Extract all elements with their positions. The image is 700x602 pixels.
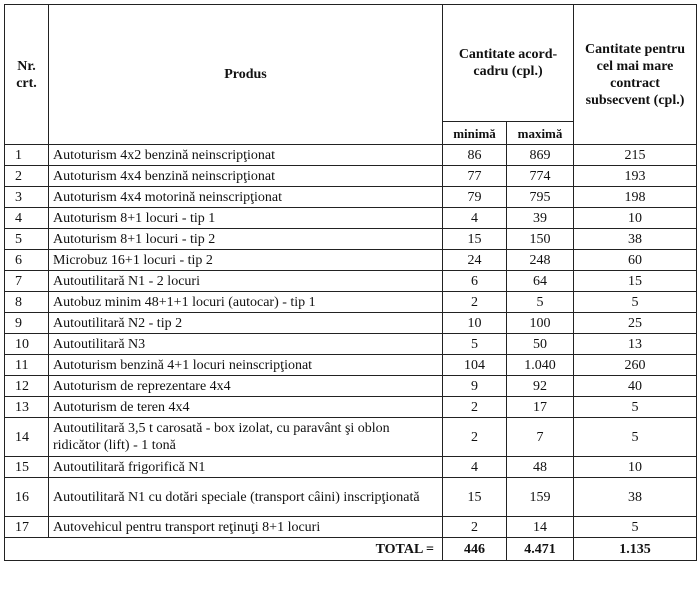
row-subsequent-qty: 38 bbox=[574, 478, 697, 517]
row-subsequent-qty: 193 bbox=[574, 166, 697, 187]
row-product: Autoturism 8+1 locuri - tip 1 bbox=[49, 208, 443, 229]
table-row bbox=[5, 229, 697, 250]
header-row bbox=[5, 5, 697, 122]
total-label: TOTAL = bbox=[5, 538, 443, 561]
row-max-qty: 14 bbox=[507, 517, 574, 538]
row-subsequent-qty: 5 bbox=[574, 397, 697, 418]
row-min-qty: 6 bbox=[443, 271, 507, 292]
table-row bbox=[5, 250, 697, 271]
row-subsequent-qty: 25 bbox=[574, 313, 697, 334]
row-max-qty: 92 bbox=[507, 376, 574, 397]
row-product: Autoturism benzină 4+1 locuri neinscripţionat bbox=[49, 355, 443, 376]
row-product: Autoturism 8+1 locuri - tip 2 bbox=[49, 229, 443, 250]
row-number: 5 bbox=[5, 229, 49, 250]
row-subsequent-qty: 215 bbox=[574, 145, 697, 166]
row-product: Autoturism 4x4 benzină neinscripţionat bbox=[49, 166, 443, 187]
row-max-qty: 248 bbox=[507, 250, 574, 271]
row-subsequent-qty: 5 bbox=[574, 418, 697, 457]
row-max-qty: 795 bbox=[507, 187, 574, 208]
row-product: Autoutilitară N1 - 2 locuri bbox=[49, 271, 443, 292]
row-number: 7 bbox=[5, 271, 49, 292]
row-min-qty: 86 bbox=[443, 145, 507, 166]
row-max-qty: 774 bbox=[507, 166, 574, 187]
row-number: 10 bbox=[5, 334, 49, 355]
row-product: Autoturism 4x2 benzină neinscripţionat bbox=[49, 145, 443, 166]
row-subsequent-qty: 60 bbox=[574, 250, 697, 271]
row-number: 6 bbox=[5, 250, 49, 271]
table-body bbox=[5, 145, 697, 538]
table-row bbox=[5, 397, 697, 418]
row-max-qty: 5 bbox=[507, 292, 574, 313]
row-subsequent-qty: 13 bbox=[574, 334, 697, 355]
row-min-qty: 15 bbox=[443, 229, 507, 250]
row-max-qty: 7 bbox=[507, 418, 574, 457]
row-min-qty: 4 bbox=[443, 457, 507, 478]
table-container bbox=[4, 4, 697, 561]
table-row bbox=[5, 145, 697, 166]
row-max-qty: 39 bbox=[507, 208, 574, 229]
row-product: Autoutilitară N3 bbox=[49, 334, 443, 355]
row-product: Autoutilitară N1 cu dotări speciale (transport câini) inscripţionată bbox=[49, 478, 443, 517]
row-subsequent-qty: 15 bbox=[574, 271, 697, 292]
row-max-qty: 150 bbox=[507, 229, 574, 250]
row-subsequent-qty: 260 bbox=[574, 355, 697, 376]
row-number: 12 bbox=[5, 376, 49, 397]
row-product: Autoturism 4x4 motorină neinscripţionat bbox=[49, 187, 443, 208]
row-product: Autobuz minim 48+1+1 locuri (autocar) - tip 1 bbox=[49, 292, 443, 313]
table-row bbox=[5, 292, 697, 313]
table-row bbox=[5, 478, 697, 517]
row-max-qty: 1.040 bbox=[507, 355, 574, 376]
row-subsequent-qty: 10 bbox=[574, 208, 697, 229]
row-number: 1 bbox=[5, 145, 49, 166]
table-row bbox=[5, 418, 697, 457]
table-row bbox=[5, 355, 697, 376]
header-nr: Nr. crt. bbox=[5, 5, 49, 145]
header-maxima: maximă bbox=[507, 122, 574, 145]
total-min: 446 bbox=[443, 538, 507, 561]
table-row bbox=[5, 271, 697, 292]
header-produs: Produs bbox=[49, 5, 443, 145]
row-number: 15 bbox=[5, 457, 49, 478]
table-row bbox=[5, 457, 697, 478]
row-min-qty: 104 bbox=[443, 355, 507, 376]
row-subsequent-qty: 40 bbox=[574, 376, 697, 397]
row-number: 3 bbox=[5, 187, 49, 208]
header-subsecvent: Cantitate pentru cel mai mare contract subsecvent (cpl.) bbox=[574, 5, 697, 145]
row-product: Autoutilitară frigorifică N1 bbox=[49, 457, 443, 478]
row-min-qty: 2 bbox=[443, 397, 507, 418]
row-number: 16 bbox=[5, 478, 49, 517]
row-number: 4 bbox=[5, 208, 49, 229]
row-min-qty: 2 bbox=[443, 292, 507, 313]
row-number: 9 bbox=[5, 313, 49, 334]
row-product: Autovehicul pentru transport reţinuţi 8+1 locuri bbox=[49, 517, 443, 538]
row-min-qty: 79 bbox=[443, 187, 507, 208]
total-sub: 1.135 bbox=[574, 538, 697, 561]
row-max-qty: 100 bbox=[507, 313, 574, 334]
row-min-qty: 10 bbox=[443, 313, 507, 334]
row-number: 2 bbox=[5, 166, 49, 187]
table-row bbox=[5, 517, 697, 538]
row-subsequent-qty: 198 bbox=[574, 187, 697, 208]
row-product: Microbuz 16+1 locuri - tip 2 bbox=[49, 250, 443, 271]
row-min-qty: 9 bbox=[443, 376, 507, 397]
row-subsequent-qty: 5 bbox=[574, 292, 697, 313]
row-subsequent-qty: 5 bbox=[574, 517, 697, 538]
table-row bbox=[5, 334, 697, 355]
row-number: 17 bbox=[5, 517, 49, 538]
row-number: 13 bbox=[5, 397, 49, 418]
row-subsequent-qty: 10 bbox=[574, 457, 697, 478]
row-product: Autoturism de teren 4x4 bbox=[49, 397, 443, 418]
row-min-qty: 4 bbox=[443, 208, 507, 229]
row-max-qty: 64 bbox=[507, 271, 574, 292]
products-table bbox=[4, 4, 697, 561]
row-max-qty: 869 bbox=[507, 145, 574, 166]
row-min-qty: 2 bbox=[443, 517, 507, 538]
header-minima: minimă bbox=[443, 122, 507, 145]
row-min-qty: 2 bbox=[443, 418, 507, 457]
row-product: Autoutilitară N2 - tip 2 bbox=[49, 313, 443, 334]
table-row bbox=[5, 166, 697, 187]
row-max-qty: 17 bbox=[507, 397, 574, 418]
row-max-qty: 159 bbox=[507, 478, 574, 517]
table-row bbox=[5, 313, 697, 334]
table-row bbox=[5, 187, 697, 208]
table-row bbox=[5, 208, 697, 229]
table-row bbox=[5, 376, 697, 397]
row-min-qty: 5 bbox=[443, 334, 507, 355]
total-row bbox=[5, 538, 697, 561]
row-min-qty: 24 bbox=[443, 250, 507, 271]
total-max: 4.471 bbox=[507, 538, 574, 561]
row-max-qty: 50 bbox=[507, 334, 574, 355]
row-subsequent-qty: 38 bbox=[574, 229, 697, 250]
row-number: 8 bbox=[5, 292, 49, 313]
row-product: Autoutilitară 3,5 t carosată - box izolat, cu paravânt şi oblon ridicător (lift) - 1 tonă bbox=[49, 418, 443, 457]
row-number: 14 bbox=[5, 418, 49, 457]
row-number: 11 bbox=[5, 355, 49, 376]
row-product: Autoturism de reprezentare 4x4 bbox=[49, 376, 443, 397]
row-min-qty: 15 bbox=[443, 478, 507, 517]
row-max-qty: 48 bbox=[507, 457, 574, 478]
row-min-qty: 77 bbox=[443, 166, 507, 187]
header-cantitate: Cantitate acord-cadru (cpl.) bbox=[443, 5, 574, 122]
